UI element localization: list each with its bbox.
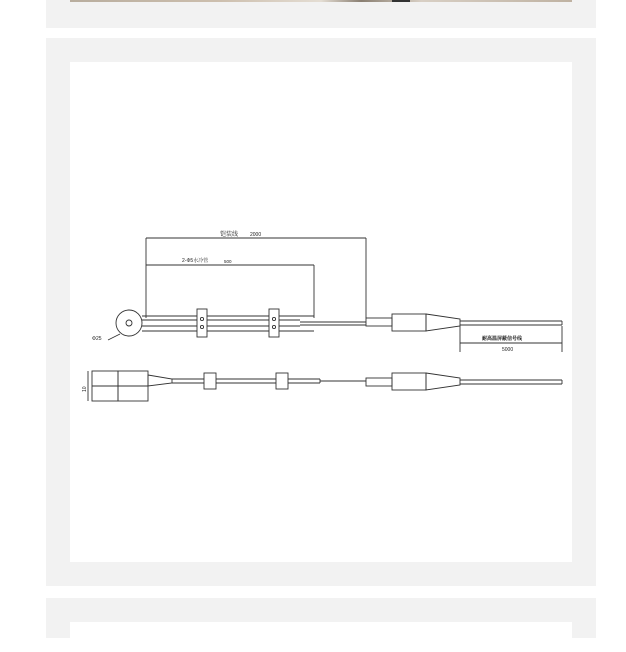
product-image-card bbox=[46, 0, 596, 28]
sensor-head-circle bbox=[116, 310, 142, 336]
diameter-label: Φ25 bbox=[92, 336, 102, 342]
technical-drawing bbox=[70, 62, 572, 562]
clamp-1 bbox=[197, 309, 207, 337]
drawing-card bbox=[46, 38, 596, 586]
cooling-length: 500 bbox=[224, 259, 232, 264]
product-photo-object bbox=[392, 0, 410, 2]
connector-taper bbox=[426, 314, 460, 331]
connector-body bbox=[392, 314, 426, 331]
side-transition bbox=[148, 375, 172, 386]
height-label: 10 bbox=[82, 386, 88, 392]
signal-label: 耐高温屏蔽信号线 bbox=[482, 336, 523, 342]
drawing-svg bbox=[70, 62, 572, 562]
side-connector-taper bbox=[426, 373, 460, 390]
cable-length: 2000 bbox=[250, 232, 262, 238]
diameter-leader bbox=[108, 334, 120, 340]
next-card bbox=[46, 598, 596, 638]
side-connector-body bbox=[392, 373, 426, 390]
next-card-paper bbox=[70, 622, 572, 652]
connector-sleeve bbox=[366, 318, 392, 326]
product-photo bbox=[70, 0, 572, 2]
signal-length: 5000 bbox=[502, 347, 514, 353]
side-connector-sleeve bbox=[366, 378, 392, 386]
side-clamp-1 bbox=[204, 373, 216, 389]
clamp-2 bbox=[269, 309, 279, 337]
sensor-head-center bbox=[126, 320, 132, 326]
cooling-label: 2-Φ5水冷管 bbox=[182, 258, 209, 264]
side-clamp-2 bbox=[276, 373, 288, 389]
cable-label: 铠装线 bbox=[220, 232, 239, 238]
